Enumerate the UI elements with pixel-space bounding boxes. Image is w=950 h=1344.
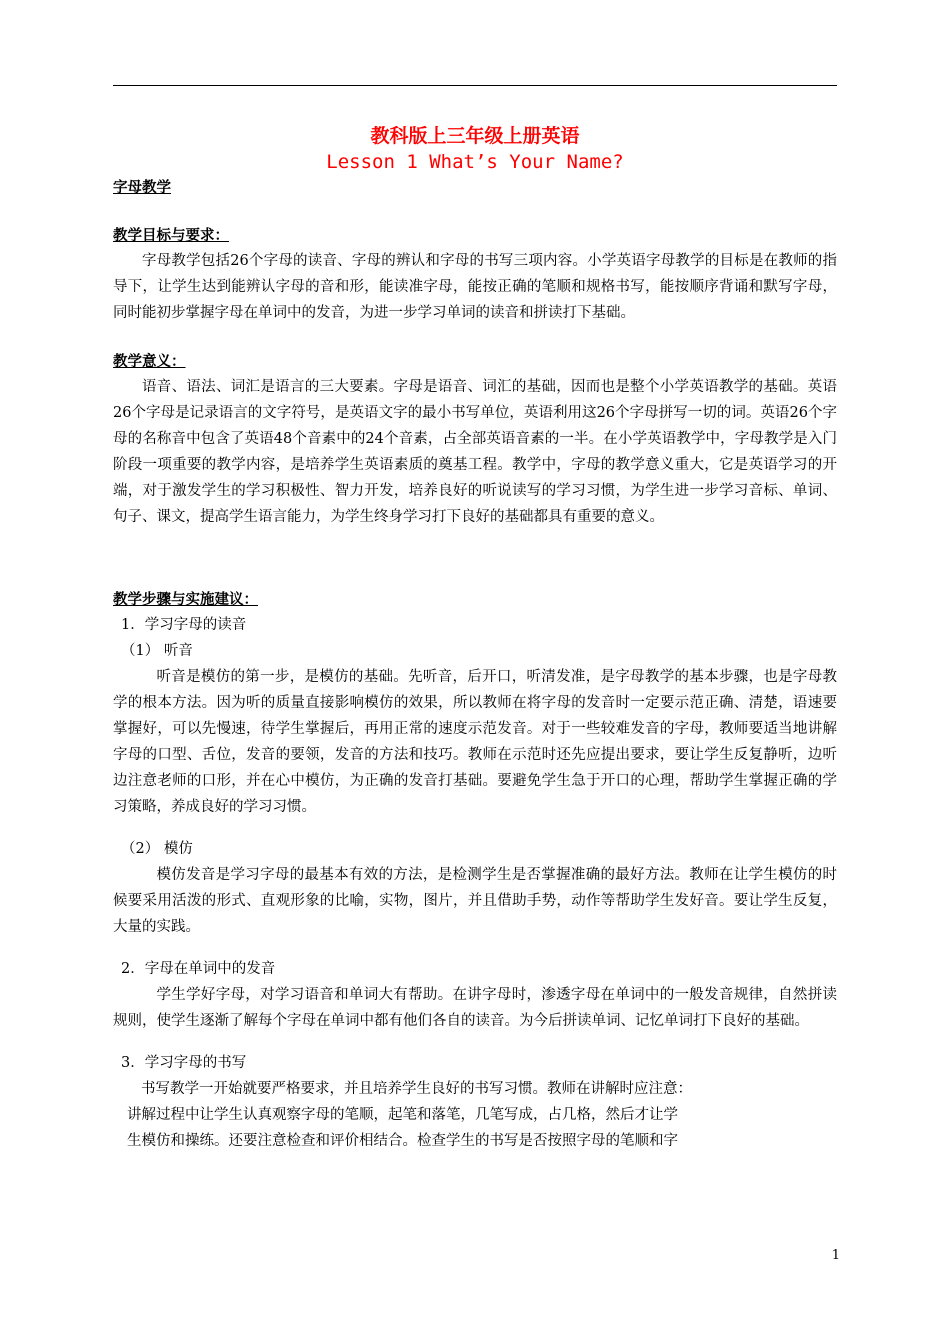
page-number: 1 — [831, 1248, 840, 1263]
document-title: 教科版上三年级上册英语 — [370, 125, 580, 147]
meaning-heading: 教学意义： — [113, 353, 186, 370]
step3-line: 生模仿和操练。还要注意检查和评价相结合。检查学生的书写是否按照字母的笔顺和字 — [127, 1133, 678, 1149]
step2-paragraph: 学生学好字母，对学习语音和单词大有帮助。在讲字母时，渗透字母在单词中的一般发音规律，自然拼读规则，使学生逐渐了解每个字母在单词中都有他们各自的读音。为今后拼读单词、记忆单词打下良好的基础。 — [113, 987, 837, 1029]
document-body — [113, 176, 837, 1154]
section-label: 字母教学 — [113, 179, 171, 196]
step1-sub2-title: （2） 模仿 — [121, 841, 193, 857]
step3-line: 讲解过程中让学生认真观察字母的笔顺，起笔和落笔，几笔写成，占几格，然后才让学 — [127, 1107, 678, 1123]
step1-sub2-paragraph: 模仿发音是学习字母的最基本有效的方法，是检测学生是否掌握准确的最好方法。教师在让学生模仿的时候要采用活泼的形式、直观形象的比喻，实物，图片，并且借助手势，动作等帮助学生发好音。要让学生反复，大量的实践。 — [113, 867, 837, 935]
step3-title: 3．学习字母的书写 — [121, 1055, 247, 1071]
step3-line: 书写教学一开始就要严格要求，并且培养学生良好的书写习惯。教师在讲解时应注意： — [141, 1081, 692, 1097]
step1-sub1-title: （1） 听音 — [121, 643, 193, 659]
step1-title: 1．学习字母的读音 — [121, 617, 247, 633]
step1-sub1-paragraph: 听音是模仿的第一步，是模仿的基础。先听音，后开口，听清发准，是字母教学的基本步骤，也是字母教学的根本方法。因为听的质量直接影响模仿的效果，所以教师在将字母的发音时一定要示范正确、清楚，语速要掌握好，可以先慢速，待学生掌握后，再用正常的速度示范发音。对于一些较难发音的字母，教师要适当地讲解字母的口型、舌位，发音的要领，发音的方法和技巧。教师在示范时还先应提出要求，要让学生反复静听，边听边注意老师的口形，并在心中模仿，为正确的发音打基础。要避免学生急于开口的心理，帮助学生掌握正确的学习策略，养成良好的学习习惯。 — [113, 669, 837, 815]
goals-heading: 教学目标与要求： — [113, 227, 229, 244]
meaning-paragraph: 语音、语法、词汇是语言的三大要素。字母是语音、词汇的基础，因而也是整个小学英语教学的基础。英语26个字母是记录语言的文字符号，是英语文字的最小书写单位，英语利用这26个字母拼写一切的词。英语26个字母的名称音中包含了英语48个音素中的24个音素，占全部英语音素的一半。在小学英语教学中，字母教学是入门阶段一项重要的教学内容，是培养学生英语素质的奠基工程。教学中，字母的教学意义重大，它是英语学习的开端，对于激发学生的学习积极性、智力开发，培养良好的听说读写的学习习惯，为学生进一步学习音标、单词、句子、课文，提高学生语言能力，为学生终身学习打下良好的基础都具有重要的意义。 — [113, 379, 837, 525]
header-rule — [113, 85, 837, 86]
steps-heading: 教学步骤与实施建议： — [113, 591, 258, 608]
step2-title: 2．字母在单词中的发音 — [121, 961, 276, 977]
goals-paragraph: 字母教学包括26个字母的读音、字母的辨认和字母的书写三项内容。小学英语字母教学的目标是在教师的指导下，让学生达到能辨认字母的音和形，能读准字母，能按正确的笔顺和规格书写，能按顺序背诵和默写字母，同时能初步掌握字母在单词中的发音，为进一步学习单词的读音和拼读打下基础。 — [113, 253, 837, 321]
lesson-title: Lesson 1 What’s Your Name? — [326, 151, 624, 173]
